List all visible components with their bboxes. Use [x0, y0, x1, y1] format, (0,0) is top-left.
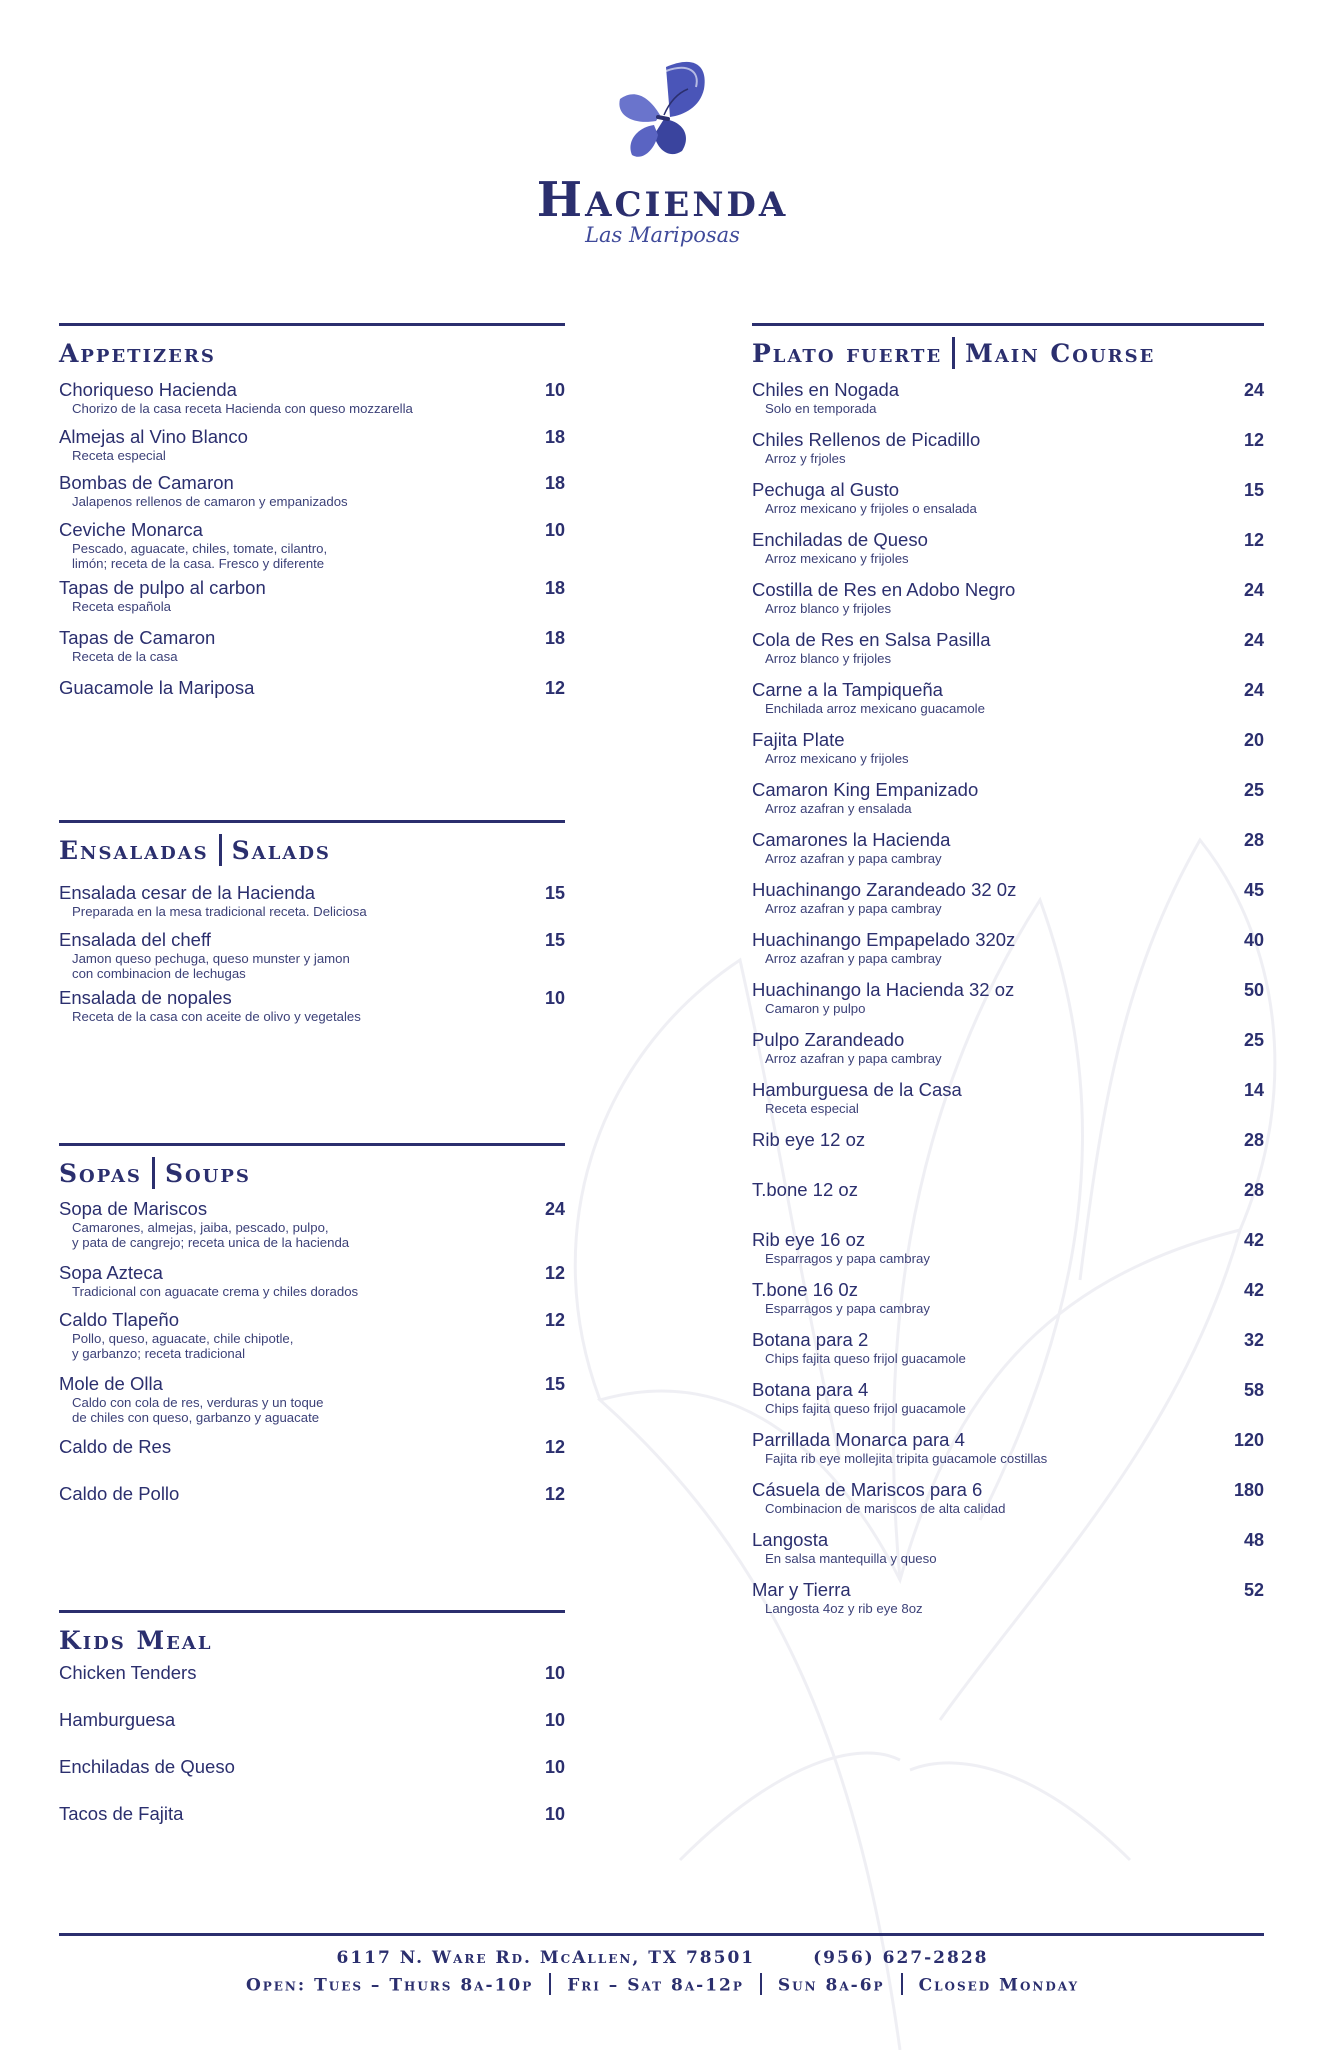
menu-item-description: Arroz mexicano y frijoles o ensalada — [765, 501, 977, 516]
menu-item-description: Fajita rib eye mollejita tripita guacamole costillas — [765, 1451, 1048, 1466]
menu-item-name: Cásuela de Mariscos para 6 — [752, 1479, 983, 1500]
salads-title-en: Salads — [231, 836, 331, 865]
menu-item-description: Langosta 4oz y rib eye 8oz — [765, 1601, 923, 1616]
menu-item — [752, 1229, 1264, 1266]
menu-item-price: 12 — [544, 1483, 565, 1504]
menu-item-name: Caldo Tlapeño — [59, 1308, 179, 1330]
menu-item-name: Enchiladas de Queso — [752, 529, 928, 550]
menu-item-description: Camarones, almejas, jaiba, pescado, pulpo, y pata de cangrejo; receta unica de la hacienda — [72, 1220, 350, 1250]
menu-item-name: Costilla de Res en Adobo Negro — [752, 579, 1016, 600]
menu-item-name: Huachinango Empapelado 320z — [752, 929, 1016, 950]
brand-subtitle: Las Mariposas — [585, 223, 740, 247]
menu-item-description: Arroz azafran y ensalada — [765, 801, 912, 816]
menu-item — [752, 379, 1264, 416]
menu-item-name: Carne a la Tampiqueña — [752, 679, 943, 700]
menu-item-description: Jamon queso pechuga, queso munster y jamon con combinacion de lechugas — [72, 951, 350, 981]
menu-item-name: Parrillada Monarca para 4 — [752, 1429, 965, 1450]
menu-item-price: 15 — [544, 883, 565, 903]
menu-item — [752, 429, 1264, 466]
section-rule — [59, 820, 565, 823]
menu-item-description: Receta de la casa — [72, 648, 178, 664]
menu-item — [59, 929, 565, 981]
menu-item — [752, 729, 1264, 766]
hours-separator — [760, 1973, 762, 1995]
menu-item-price: 15 — [544, 930, 565, 950]
menu-item — [752, 1379, 1264, 1416]
main-title-en: Main Course — [965, 339, 1156, 368]
menu-item-name: Camaron King Empanizado — [752, 779, 979, 800]
menu-item-price: 15 — [1243, 480, 1264, 500]
menu-item — [59, 987, 565, 1024]
menu-item-price: 24 — [544, 1199, 565, 1219]
menu-item — [59, 577, 565, 614]
menu-item-name: Caldo de Res — [59, 1436, 172, 1457]
menu-item-price: 28 — [1243, 1130, 1264, 1150]
menu-item-description: Combinacion de mariscos de alta calidad — [765, 1501, 1006, 1516]
menu-item-price: 28 — [1243, 1180, 1264, 1200]
menu-item — [752, 679, 1264, 716]
section-title — [59, 1619, 565, 1663]
address: 6117 N. Ware Rd. McAllen, TX 78501 — [336, 1948, 756, 1968]
menu-item-description: Arroz y frjoles — [765, 451, 846, 466]
section-rule — [59, 1610, 565, 1613]
menu-item-name: Fajita Plate — [752, 729, 845, 750]
butterfly-icon — [608, 55, 718, 165]
menu-item — [59, 1483, 565, 1505]
menu-item-price: 10 — [544, 519, 565, 540]
menu-item — [752, 979, 1264, 1016]
menu-item-name: Botana para 2 — [752, 1329, 869, 1350]
title-separator — [952, 337, 955, 369]
menu-item-name: Guacamole la Mariposa — [59, 676, 255, 698]
hours-weekend: Fri – Sat 8a-12p — [567, 1975, 744, 1996]
menu-item-name: Tapas de pulpo al carbon — [59, 576, 266, 598]
menu-item-price: 42 — [1243, 1230, 1264, 1250]
menu-item-name: Pechuga al Gusto — [752, 479, 900, 500]
menu-item — [59, 1309, 565, 1361]
salads-title-es: Ensaladas — [59, 836, 209, 865]
soups-section — [59, 1143, 565, 1504]
menu-item-price: 24 — [1243, 680, 1264, 700]
menu-item-price: 10 — [544, 988, 565, 1008]
menu-item — [59, 1662, 565, 1684]
menu-item-name: Huachinango la Hacienda 32 oz — [752, 979, 1015, 1000]
menu-item-description: Jalapenos rellenos de camaron y empanizados — [72, 494, 348, 509]
menu-item-description: Receta especial — [765, 1101, 859, 1116]
menu-item-price: 25 — [1243, 1030, 1264, 1050]
menu-item — [752, 579, 1264, 616]
menu-item-price: 15 — [544, 1373, 565, 1394]
appetizers-section — [59, 323, 565, 698]
menu-item-price: 32 — [1243, 1330, 1264, 1350]
menu-item-description: Arroz azafran y papa cambray — [765, 1051, 942, 1066]
menu-item — [752, 1179, 1264, 1201]
menu-item-description: Receta especial — [72, 447, 166, 463]
menu-item-name: Bombas de Camaron — [59, 472, 234, 493]
hours-sunday: Sun 8a-6p — [777, 1975, 885, 1996]
menu-item-price: 40 — [1243, 930, 1264, 950]
hours-separator — [901, 1973, 903, 1995]
menu-item-name: Tacos de Fajita — [59, 1803, 184, 1824]
menu-item — [752, 1529, 1264, 1566]
menu-item-price: 50 — [1243, 980, 1264, 1000]
menu-item-price: 18 — [544, 627, 565, 648]
menu-item-price: 24 — [1243, 380, 1264, 400]
menu-item-name: Huachinango Zarandeado 32 0z — [752, 879, 1017, 900]
menu-item-name: Hamburguesa — [59, 1709, 176, 1730]
menu-item — [59, 472, 565, 509]
menu-item-price: 24 — [1243, 580, 1264, 600]
menu-item — [59, 1803, 565, 1825]
menu-item-name: Cola de Res en Salsa Pasilla — [752, 629, 991, 650]
menu-item — [59, 1709, 565, 1731]
menu-item — [59, 1198, 565, 1250]
menu-item-price: 10 — [544, 1710, 565, 1730]
menu-item — [752, 1279, 1264, 1316]
menu-item-name: Tapas de Camaron — [59, 626, 216, 648]
menu-item — [752, 829, 1264, 866]
main-title-es: Plato fuerte — [752, 339, 943, 368]
menu-item-description: Tradicional con aguacate crema y chiles dorados — [72, 1284, 359, 1299]
menu-item-price: 12 — [1243, 430, 1264, 450]
title-separator — [219, 834, 222, 866]
menu-item-price: 120 — [1233, 1430, 1264, 1450]
menu-item — [752, 1329, 1264, 1366]
menu-item-name: Mar y Tierra — [752, 1579, 851, 1600]
soups-title-es: Sopas — [59, 1159, 142, 1188]
menu-item-name: Pulpo Zarandeado — [752, 1029, 905, 1050]
menu-item-name: Ensalada del cheff — [59, 929, 211, 950]
menu-item-price: 42 — [1243, 1280, 1264, 1300]
section-title — [59, 332, 565, 376]
menu-item-price: 10 — [544, 1804, 565, 1824]
section-title — [59, 1152, 565, 1196]
appetizers-title: Appetizers — [59, 339, 216, 368]
menu-item-description: Arroz mexicano y frijoles — [765, 551, 909, 566]
menu-item-name: Chiles en Nogada — [752, 379, 900, 400]
section-title — [59, 829, 565, 873]
menu-item-price: 58 — [1243, 1380, 1264, 1400]
hours-weekday: Open: Tues – Thurs 8a-10p — [245, 1975, 534, 1996]
menu-item-name: T.bone 12 oz — [752, 1179, 858, 1200]
menu-item-description: Arroz mexicano y frijoles — [765, 751, 909, 766]
menu-item-name: Rib eye 12 oz — [752, 1129, 866, 1150]
menu-item-name: Ensalada cesar de la Hacienda — [59, 882, 316, 903]
section-rule — [59, 323, 565, 326]
menu-item — [59, 1436, 565, 1458]
menu-item-name: Mole de Olla — [59, 1372, 163, 1394]
menu-item-name: Botana para 4 — [752, 1379, 869, 1400]
menu-item-description: Preparada en la mesa tradicional receta. Deliciosa — [72, 904, 367, 919]
menu-item-name: Ensalada de nopales — [59, 987, 232, 1008]
kids-section — [59, 1610, 565, 1824]
soups-title-en: Soups — [164, 1159, 251, 1188]
menu-item-description: Esparragos y papa cambray — [765, 1301, 930, 1316]
menu-item-description: Pescado, aguacate, chiles, tomate, cilantro, limón; receta de la casa. Fresco y diferente — [72, 540, 328, 571]
section-rule — [59, 1143, 565, 1146]
menu-item-price: 12 — [1243, 530, 1264, 550]
menu-item-price: 48 — [1243, 1530, 1264, 1550]
menu-item — [59, 1262, 565, 1299]
menu-item-name: Almejas al Vino Blanco — [59, 425, 248, 447]
menu-item-name: Caldo de Pollo — [59, 1482, 180, 1504]
footer-hours — [0, 1975, 1325, 1997]
menu-item — [59, 1373, 565, 1425]
menu-item-price: 12 — [544, 677, 565, 698]
menu-item-name: Enchiladas de Queso — [59, 1756, 235, 1777]
menu-item-price: 18 — [544, 426, 565, 447]
menu-item-description: En salsa mantequilla y queso — [765, 1551, 937, 1566]
menu-item — [59, 882, 565, 919]
menu-item-price: 18 — [544, 473, 565, 493]
section-title — [752, 332, 1264, 376]
kids-title: Kids Meal — [59, 1626, 213, 1655]
menu-item-price: 45 — [1243, 880, 1264, 900]
menu-item-description: Receta española — [72, 598, 171, 614]
hours-separator — [549, 1973, 551, 1995]
menu-item-name: Langosta — [752, 1529, 829, 1550]
menu-item-price: 24 — [1243, 630, 1264, 650]
menu-item-name: T.bone 16 0z — [752, 1279, 858, 1300]
menu-item-price: 10 — [544, 1757, 565, 1777]
menu-item-price: 10 — [544, 380, 565, 400]
menu-item-price: 18 — [544, 577, 565, 598]
menu-item-description: Arroz blanco y frijoles — [765, 601, 892, 616]
menu-item — [752, 779, 1264, 816]
menu-item-price: 10 — [544, 1663, 565, 1683]
menu-item-price: 180 — [1233, 1480, 1264, 1500]
section-rule — [752, 323, 1264, 326]
menu-item-description: Camaron y pulpo — [765, 1001, 866, 1016]
menu-item — [752, 1029, 1264, 1066]
menu-item-name: Hamburguesa de la Casa — [752, 1079, 962, 1100]
menu-item — [752, 929, 1264, 966]
menu-item-name: Chiles Rellenos de Picadillo — [752, 429, 981, 450]
hours-closed: Closed Monday — [918, 1975, 1080, 1996]
title-separator — [152, 1157, 155, 1189]
brand-name: Hacienda — [536, 172, 789, 228]
menu-item-price: 12 — [544, 1437, 565, 1457]
menu-item-name: Choriqueso Hacienda — [59, 379, 237, 400]
menu-item-description: Caldo con cola de res, verduras y un toque de chiles con queso, garbanzo y aguacate — [72, 1394, 324, 1425]
menu-item — [59, 379, 565, 416]
menu-item-description: Arroz azafran y papa cambray — [765, 901, 942, 916]
menu-item — [59, 677, 565, 699]
menu-item-description: Chips fajita queso frijol guacamole — [765, 1351, 966, 1366]
menu-item — [752, 1129, 1264, 1151]
menu-item-description: Receta de la casa con aceite de olivo y vegetales — [72, 1009, 361, 1024]
menu-item-name: Chicken Tenders — [59, 1662, 197, 1683]
menu-item — [752, 1479, 1264, 1516]
menu-item-description: Pollo, queso, aguacate, chile chipotle, y garbanzo; receta tradicional — [72, 1330, 294, 1361]
menu-item-description: Arroz azafran y papa cambray — [765, 951, 942, 966]
menu-item-price: 20 — [1243, 730, 1264, 750]
menu-item-price: 14 — [1243, 1080, 1264, 1100]
menu-item-description: Arroz azafran y papa cambray — [765, 851, 942, 866]
menu-item-description: Chips fajita queso frijol guacamole — [765, 1401, 966, 1416]
menu-item — [59, 519, 565, 571]
menu-item — [752, 629, 1264, 666]
menu-item-price: 25 — [1243, 780, 1264, 800]
menu-item-price: 12 — [544, 1263, 565, 1283]
menu-item — [59, 1756, 565, 1778]
menu-item-price: 12 — [544, 1309, 565, 1330]
menu-item-name: Sopa de Mariscos — [59, 1198, 208, 1219]
menu-item-description: Solo en temporada — [765, 401, 877, 416]
menu-item — [752, 879, 1264, 916]
footer-rule — [59, 1933, 1264, 1936]
logo — [0, 55, 1325, 247]
menu-item-description: Esparragos y papa cambray — [765, 1251, 930, 1266]
menu-item-description: Chorizo de la casa receta Hacienda con queso mozzarella — [72, 401, 413, 416]
menu-item-name: Rib eye 16 oz — [752, 1229, 866, 1250]
menu-item-price: 52 — [1243, 1580, 1264, 1600]
salads-section — [59, 820, 565, 1024]
menu-item-description: Arroz blanco y frijoles — [765, 651, 892, 666]
menu-item-price: 28 — [1243, 830, 1264, 850]
menu-item — [59, 627, 565, 664]
menu-item-description: Enchilada arroz mexicano guacamole — [765, 701, 985, 716]
menu-item-name: Camarones la Hacienda — [752, 829, 951, 850]
main-course-section — [752, 323, 1264, 1616]
phone-number: (956) 627-2828 — [813, 1948, 989, 1968]
menu-item-name: Ceviche Monarca — [59, 518, 203, 540]
menu-item-name: Sopa Azteca — [59, 1262, 163, 1283]
menu-item — [752, 1429, 1264, 1466]
menu-item — [752, 1579, 1264, 1616]
menu-item — [752, 529, 1264, 566]
menu-item — [752, 1079, 1264, 1116]
menu-item — [59, 426, 565, 463]
footer-contact — [0, 1948, 1325, 1968]
menu-item — [752, 479, 1264, 516]
